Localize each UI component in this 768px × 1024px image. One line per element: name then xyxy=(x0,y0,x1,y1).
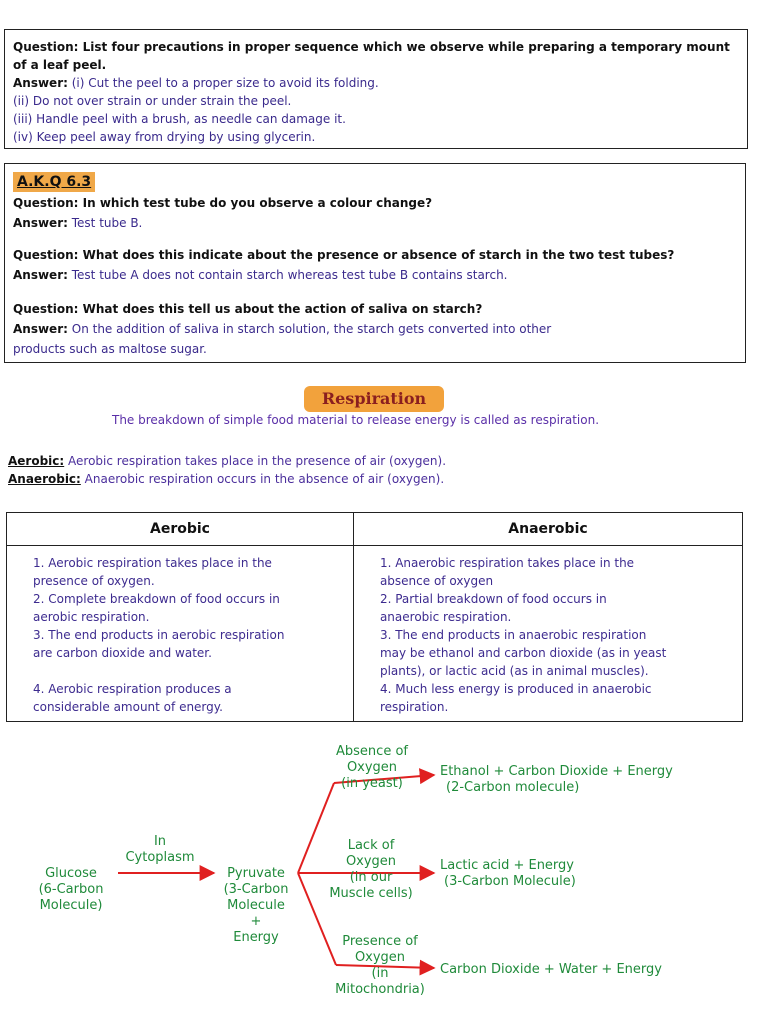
aerobic-cell: 1. Aerobic respiration takes place in the presence of oxygen. 2. Complete breakdown of food occurs in aerobic respiration. 3. The end products in aerobic respiration are carbon dioxide and water. 4. Aerobic respiration produces a considerable amount of energy. xyxy=(7,546,354,722)
header-aerobic: Aerobic xyxy=(7,513,354,546)
branch3-result: Carbon Dioxide + Water + Energy xyxy=(440,962,662,977)
precaution-answer-2: (ii) Do not over strain or under strain the peel. xyxy=(13,94,292,108)
branch1-result: Ethanol + Carbon Dioxide + Energy (2-Carbon molecule) xyxy=(440,764,673,795)
akq-answer-3-cont: products such as maltose sugar. xyxy=(13,342,207,356)
respiration-definition: The breakdown of simple food material to release energy is called as respiration. xyxy=(112,413,600,427)
akq-question-3: Question: What does this tell us about the action of saliva on starch? xyxy=(13,302,483,316)
aerobic-definition: Aerobic: Aerobic respiration takes place in the presence of air (oxygen). xyxy=(8,454,447,468)
akq-title: A.K.Q 6.3 xyxy=(13,172,95,192)
akq-answer-2: Answer: Test tube A does not contain starch whereas test tube B contains starch. xyxy=(13,268,508,282)
akq-box xyxy=(4,163,746,363)
branch3-condition: Presence of Oxygen (in Mitochondria) xyxy=(335,934,425,997)
akq-answer-3: Answer: On the addition of saliva in starch solution, the starch gets converted into other xyxy=(13,322,552,336)
branch1-condition: Absence of Oxygen (in yeast) xyxy=(336,744,408,791)
header-anaerobic: Anaerobic xyxy=(353,513,742,546)
cytoplasm-label: In Cytoplasm xyxy=(125,834,195,865)
akq-question-1: Question: In which test tube do you observe a colour change? xyxy=(13,196,433,210)
precaution-answer-1: Answer: (i) Cut the peel to a proper size to avoid its folding. xyxy=(13,76,379,90)
akq-answer-1: Answer: Test tube B. xyxy=(13,216,143,230)
respiration-title: Respiration xyxy=(304,386,444,412)
anaerobic-definition: Anaerobic: Anaerobic respiration occurs in the absence of air (oxygen). xyxy=(8,472,445,486)
anaerobic-cell: 1. Anaerobic respiration takes place in the absence of oxygen 2. Partial breakdown of food occurs in anaerobic respiration. 3. The end products in anaerobic respiration may be ethanol and carbon dioxide (as in yeast plants), or lactic acid (as in animal muscles). 4. Much less energy is produced in anaerobic respiration. xyxy=(353,546,742,722)
branch2-result: Lactic acid + Energy (3-Carbon Molecule) xyxy=(440,858,576,889)
pyruvate-label: Pyruvate (3-Carbon Molecule + Energy xyxy=(223,866,289,945)
precaution-question: Question: List four precautions in proper sequence which we observe while preparing a temporary mount of a leaf peel. xyxy=(13,40,730,72)
branch2-condition: Lack of Oxygen (in our Muscle cells) xyxy=(329,838,413,901)
precaution-box xyxy=(4,29,748,149)
glucose-label: Glucose (6-Carbon Molecule) xyxy=(38,866,104,913)
akq-question-2: Question: What does this indicate about the presence or absence of starch in the two test tubes? xyxy=(13,248,675,262)
comparison-table xyxy=(6,512,743,722)
precaution-answer-4: (iv) Keep peel away from drying by using glycerin. xyxy=(13,130,316,144)
precaution-answer-3: (iii) Handle peel with a brush, as needle can damage it. xyxy=(13,112,346,126)
